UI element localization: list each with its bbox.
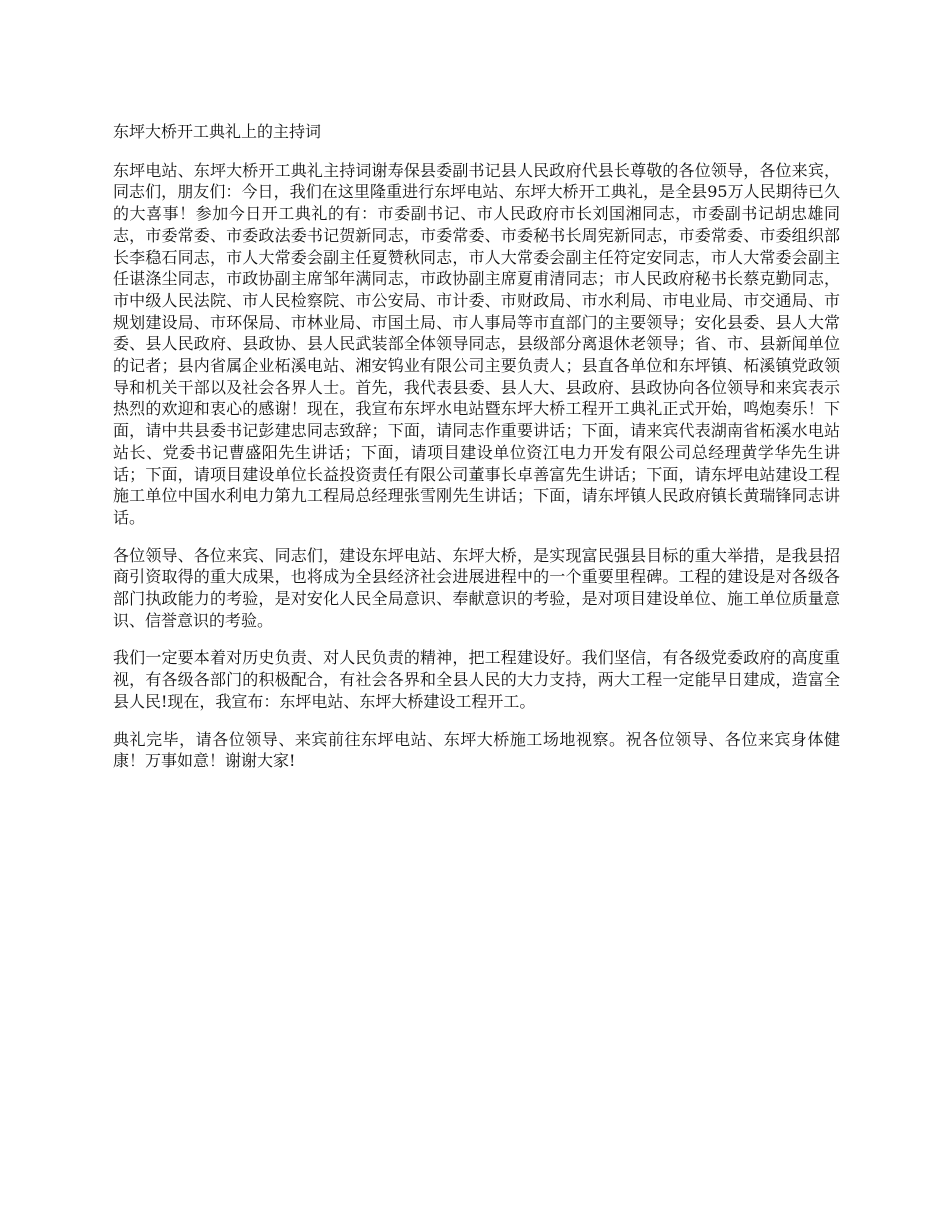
document-page [113,121,840,788]
paragraph-significance: 各位领导、各位来宾、同志们，建设东坪电站、东坪大桥，是实现富民强县目标的重大举措，是我县招商引资取得的重大成果，也将成为全县经济社会进展进程中的一个重要里程碑。工程的建设是对各级各部门执政能力的考验，是对安化人民全局意识、奉献意识的考验，是对项目建设单位、施工单位质量意识、信誉意识的考验。 [113,545,840,630]
document-title: 东坪大桥开工典礼上的主持词 [113,122,322,141]
paragraph-commitment: 我们一定要本着对历史负责、对人民负责的精神，把工程建设好。我们坚信，有各级党委政府的高度重视，有各级各部门的积极配合，有社会各界和全县人民的大力支持，两大工程一定能早日建成，造富全县人民!现在，我宣布：东坪电站、东坪大桥建设工程开工。 [113,648,840,711]
paragraph-opening: 东坪电站、东坪大桥开工典礼主持词谢寿保县委副书记县人民政府代县长尊敬的各位领导，各位来宾，同志们，朋友们：今日，我们在这里隆重进行东坪电站、东坪大桥开工典礼，是全县95万人民期待已久的大喜事！参加今日开工典礼的有：市委副书记、市人民政府市长刘国湘同志，市委副书记胡忠雄同志，市委常委、市委政法委书记贺新同志，市委常委、市委秘书长周宪新同志，市委常委、市委组织部长李稳石同志，市人大常委会副主任夏赞秋同志，市人大常委会副主任符定安同志，市人大常委会副主任谌涤尘同志，市政协副主席邹年满同志，市政协副主席夏甫清同志；市人民政府秘书长蔡克勤同志，市中级人民法院、市人民检察院、市公安局、市计委、市财政局、市水利局、市电业局、市交通局、市规划建设局、市环保局、市林业局、市国土局、市人事局等市直部门的主要领导；安化县委、县人大常委、县人民政府、县政协、县人民武装部全体领导同志，县级部分离退休老领导；省、市、县新闻单位的记者；县内省属企业柘溪电站、湘安钨业有限公司主要负责人；县直各单位和东坪镇、柘溪镇党政领导和机关干部以及社会各界人士。首先，我代表县委、县人大、县政府、县政协向各位领导和来宾表示热烈的欢迎和衷心的感谢！现在，我宣布东坪水电站暨东坪大桥工程开工典礼正式开始，鸣炮奏乐！下面，请中共县委书记彭建忠同志致辞；下面，请同志作重要讲话；下面，请来宾代表湖南省柘溪水电站站长、党委书记曹盛阳先生讲话；下面，请项目建设单位资江电力开发有限公司总经理黄学华先生讲话；下面，请项目建设单位长益投资责任有限公司董事长卓善富先生讲话；下面，请东坪电站建设工程施工单位中国水利电力第九工程局总经理张雪刚先生讲话；下面，请东坪镇人民政府镇长黄瑞锋同志讲话。 [113,160,840,527]
paragraph-closing: 典礼完毕，请各位领导、来宾前往东坪电站、东坪大桥施工场地视察。祝各位领导、各位来宾身体健康！万事如意！谢谢大家! [113,729,840,771]
